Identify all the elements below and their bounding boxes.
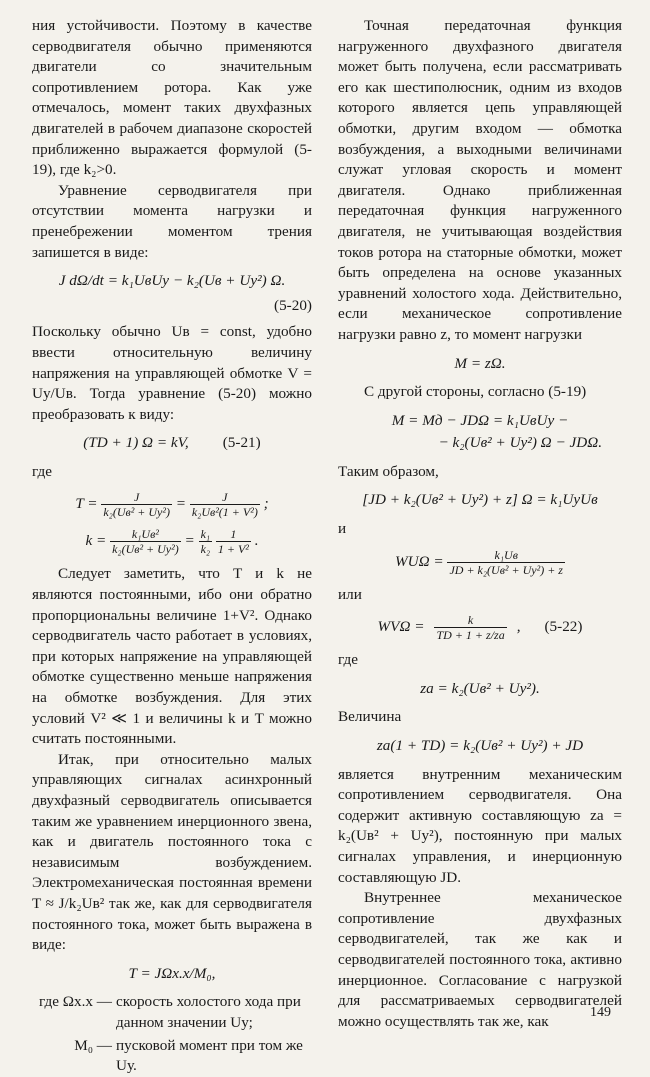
paragraph: является внутренним механическим сопротивлением серводвигателя. Она содержит активную составляющую zа = k₂(Uв² + Uу²), постоянную при малых сигналах управления, и инерционную составляющую JD. <box>338 765 622 886</box>
equation: J dΩ/dt = k₁UвUу − k₂(Uв + Uу²) Ω. <box>58 272 286 290</box>
equation-T <box>32 490 312 519</box>
equation-body: (TD + 1) Ω = kV, <box>83 434 189 452</box>
eq-sign: = <box>175 495 187 513</box>
frac-den: k₂(Uв² + Uу²) <box>103 505 170 520</box>
paragraph: Точная передаточная функция нагруженного двухфазного двигателя может быть получена, если рассматривать его как шестиполюсник, одним из входов которого является цепь управляющей обмотки, другим входом — обмотка возбуждения, а выходными величинами служат угловая скорость и момент двигателя. Однако приближенная передаточная функция нагруженного двигателя, не учитывающая воздействия токов ротора на статорные обмотки, может быть определена на основе указанных уравнений холостого хода. Действительно, если механическое сопротивление нагрузки равно z, то момент нагрузки <box>338 17 622 343</box>
equation-W1 <box>338 548 622 577</box>
equation: [JD + k₂(Uв² + Uу²) + z] Ω = k₁UуUв <box>362 491 598 509</box>
definition-text: пусковой момент при том же Uу. <box>116 1036 303 1075</box>
frac-num: k₁ <box>200 527 211 542</box>
definition-term: M₀ — <box>74 1036 112 1054</box>
paragraph: Поскольку обычно Uв = const, удобно ввести относительную величину напряжения на управляющей обмотке V = Uу/Uв. Тогда уравнение (5-20) можно преобразовать к виду: <box>32 323 312 423</box>
where-label: где <box>32 462 52 480</box>
page-number: 149 <box>590 1005 611 1020</box>
equation-number: (5-21) <box>222 434 261 452</box>
eq-lhs: T = <box>75 495 98 513</box>
eq-lhs: k = <box>85 532 107 550</box>
paragraph: Таким образом, <box>338 462 439 480</box>
fraction <box>190 490 260 519</box>
frac-num: J <box>101 490 172 505</box>
left-column <box>32 16 312 1077</box>
right-column <box>338 16 622 1032</box>
conjunction: и <box>338 520 347 538</box>
paragraph: С другой стороны, согласно (5-19) <box>364 383 587 401</box>
equation-number: (5-20) <box>274 296 312 314</box>
fraction <box>434 613 506 642</box>
frac-num: k <box>434 613 506 628</box>
eq-end: . <box>254 532 259 550</box>
definition-term: где Ωх.х — <box>39 993 112 1011</box>
paragraph: Следует заметить, что T и k не являются постоянными, ибо они обратно пропорциональны величине 1+V². Однако серводвигатель часто работает в условиях, при которых напряжение на управляющей обмотке существенно меньше напряжения на обмотке возбуждения. Для этих условий V² ≪ 1 и величины k и T можно считать постоянными. <box>32 565 312 748</box>
equation: − k₂(Uв² + Uу²) Ω − JDΩ. <box>438 434 602 452</box>
equation <box>32 433 312 454</box>
frac-num: J <box>190 490 260 505</box>
eq-lhs: WUΩ = <box>395 552 444 570</box>
frac-den: k₂ <box>200 542 211 557</box>
conjunction: или <box>338 585 362 603</box>
fraction <box>216 527 251 556</box>
equation-W2 <box>338 613 622 642</box>
frac-num: k₁Uв <box>447 548 565 563</box>
eq-sign: = <box>184 532 195 550</box>
equation: zа(1 + TD) = k₂(Uв² + Uу²) + JD <box>376 737 584 755</box>
equation: zа = k₂(Uв² + Uу²). <box>420 679 540 697</box>
fraction <box>199 527 213 556</box>
frac-den: 1 + V² <box>217 542 249 557</box>
eq-end: ; <box>263 495 269 513</box>
paragraph: Внутреннее механическое сопротивление двухфазных серводвигателей, так же как и серводвигателей постоянного тока, активно инерционное. Согласование с нагрузкой для рассматриваемых серводвигателей можно осуществлять так же, как <box>338 889 622 1030</box>
where-label: где <box>338 651 358 669</box>
fraction <box>101 490 172 519</box>
frac-den: TD + 1 + z/zа <box>436 628 505 643</box>
frac-den: JD + k₂(Uв² + Uу²) + z <box>449 562 563 577</box>
frac-num: 1 <box>216 527 251 542</box>
frac-den: k₂Uв²(1 + V²) <box>191 505 258 520</box>
fraction <box>110 527 181 556</box>
paragraph: Уравнение серводвигателя при отсутствии момента нагрузки и пренебрежении моментом трения запишется в виде: <box>32 181 312 261</box>
eq-lhs: WVΩ = <box>377 618 425 636</box>
equation: T = JΩх.х/M₀, <box>128 964 216 982</box>
equation-k <box>32 527 312 556</box>
eq-sep: , <box>516 618 521 636</box>
equation: M = Mд − JDΩ = k₁UвUу − <box>391 411 569 429</box>
definition-text: скорость холостого хода при данном значении Uу; <box>116 993 301 1031</box>
label: Величина <box>338 708 402 726</box>
paragraph: Итак, при относительно малых управляющих сигналах асинхронный двухфазный серводвигатель описывается таким же уравнением инерционного звена, как и двигатель постоянного тока с независимым возбуждением. Электромеханическая постоянная времени T ≈ J/k₂Uв² так же, как для серводвигателя постоянного тока, может быть выражена в виде: <box>32 750 312 954</box>
definition-row <box>32 992 312 1033</box>
fraction <box>447 548 565 577</box>
equation: M = zΩ. <box>454 354 506 372</box>
frac-num: k₁Uв² <box>110 527 181 542</box>
equation-number: (5-22) <box>544 618 583 636</box>
paragraph: ния устойчивости. Поэтому в качестве серводвигателя обычно применяются двигатели со значительным сопротивлением ротора. Как уже отмечалось, момент таких двухфазных двигателей в рабочем диапазоне скоростей приближенно выражается формулой (5-19), где k₂>0. <box>32 17 312 179</box>
frac-den: k₂(Uв² + Uу²) <box>112 542 179 557</box>
